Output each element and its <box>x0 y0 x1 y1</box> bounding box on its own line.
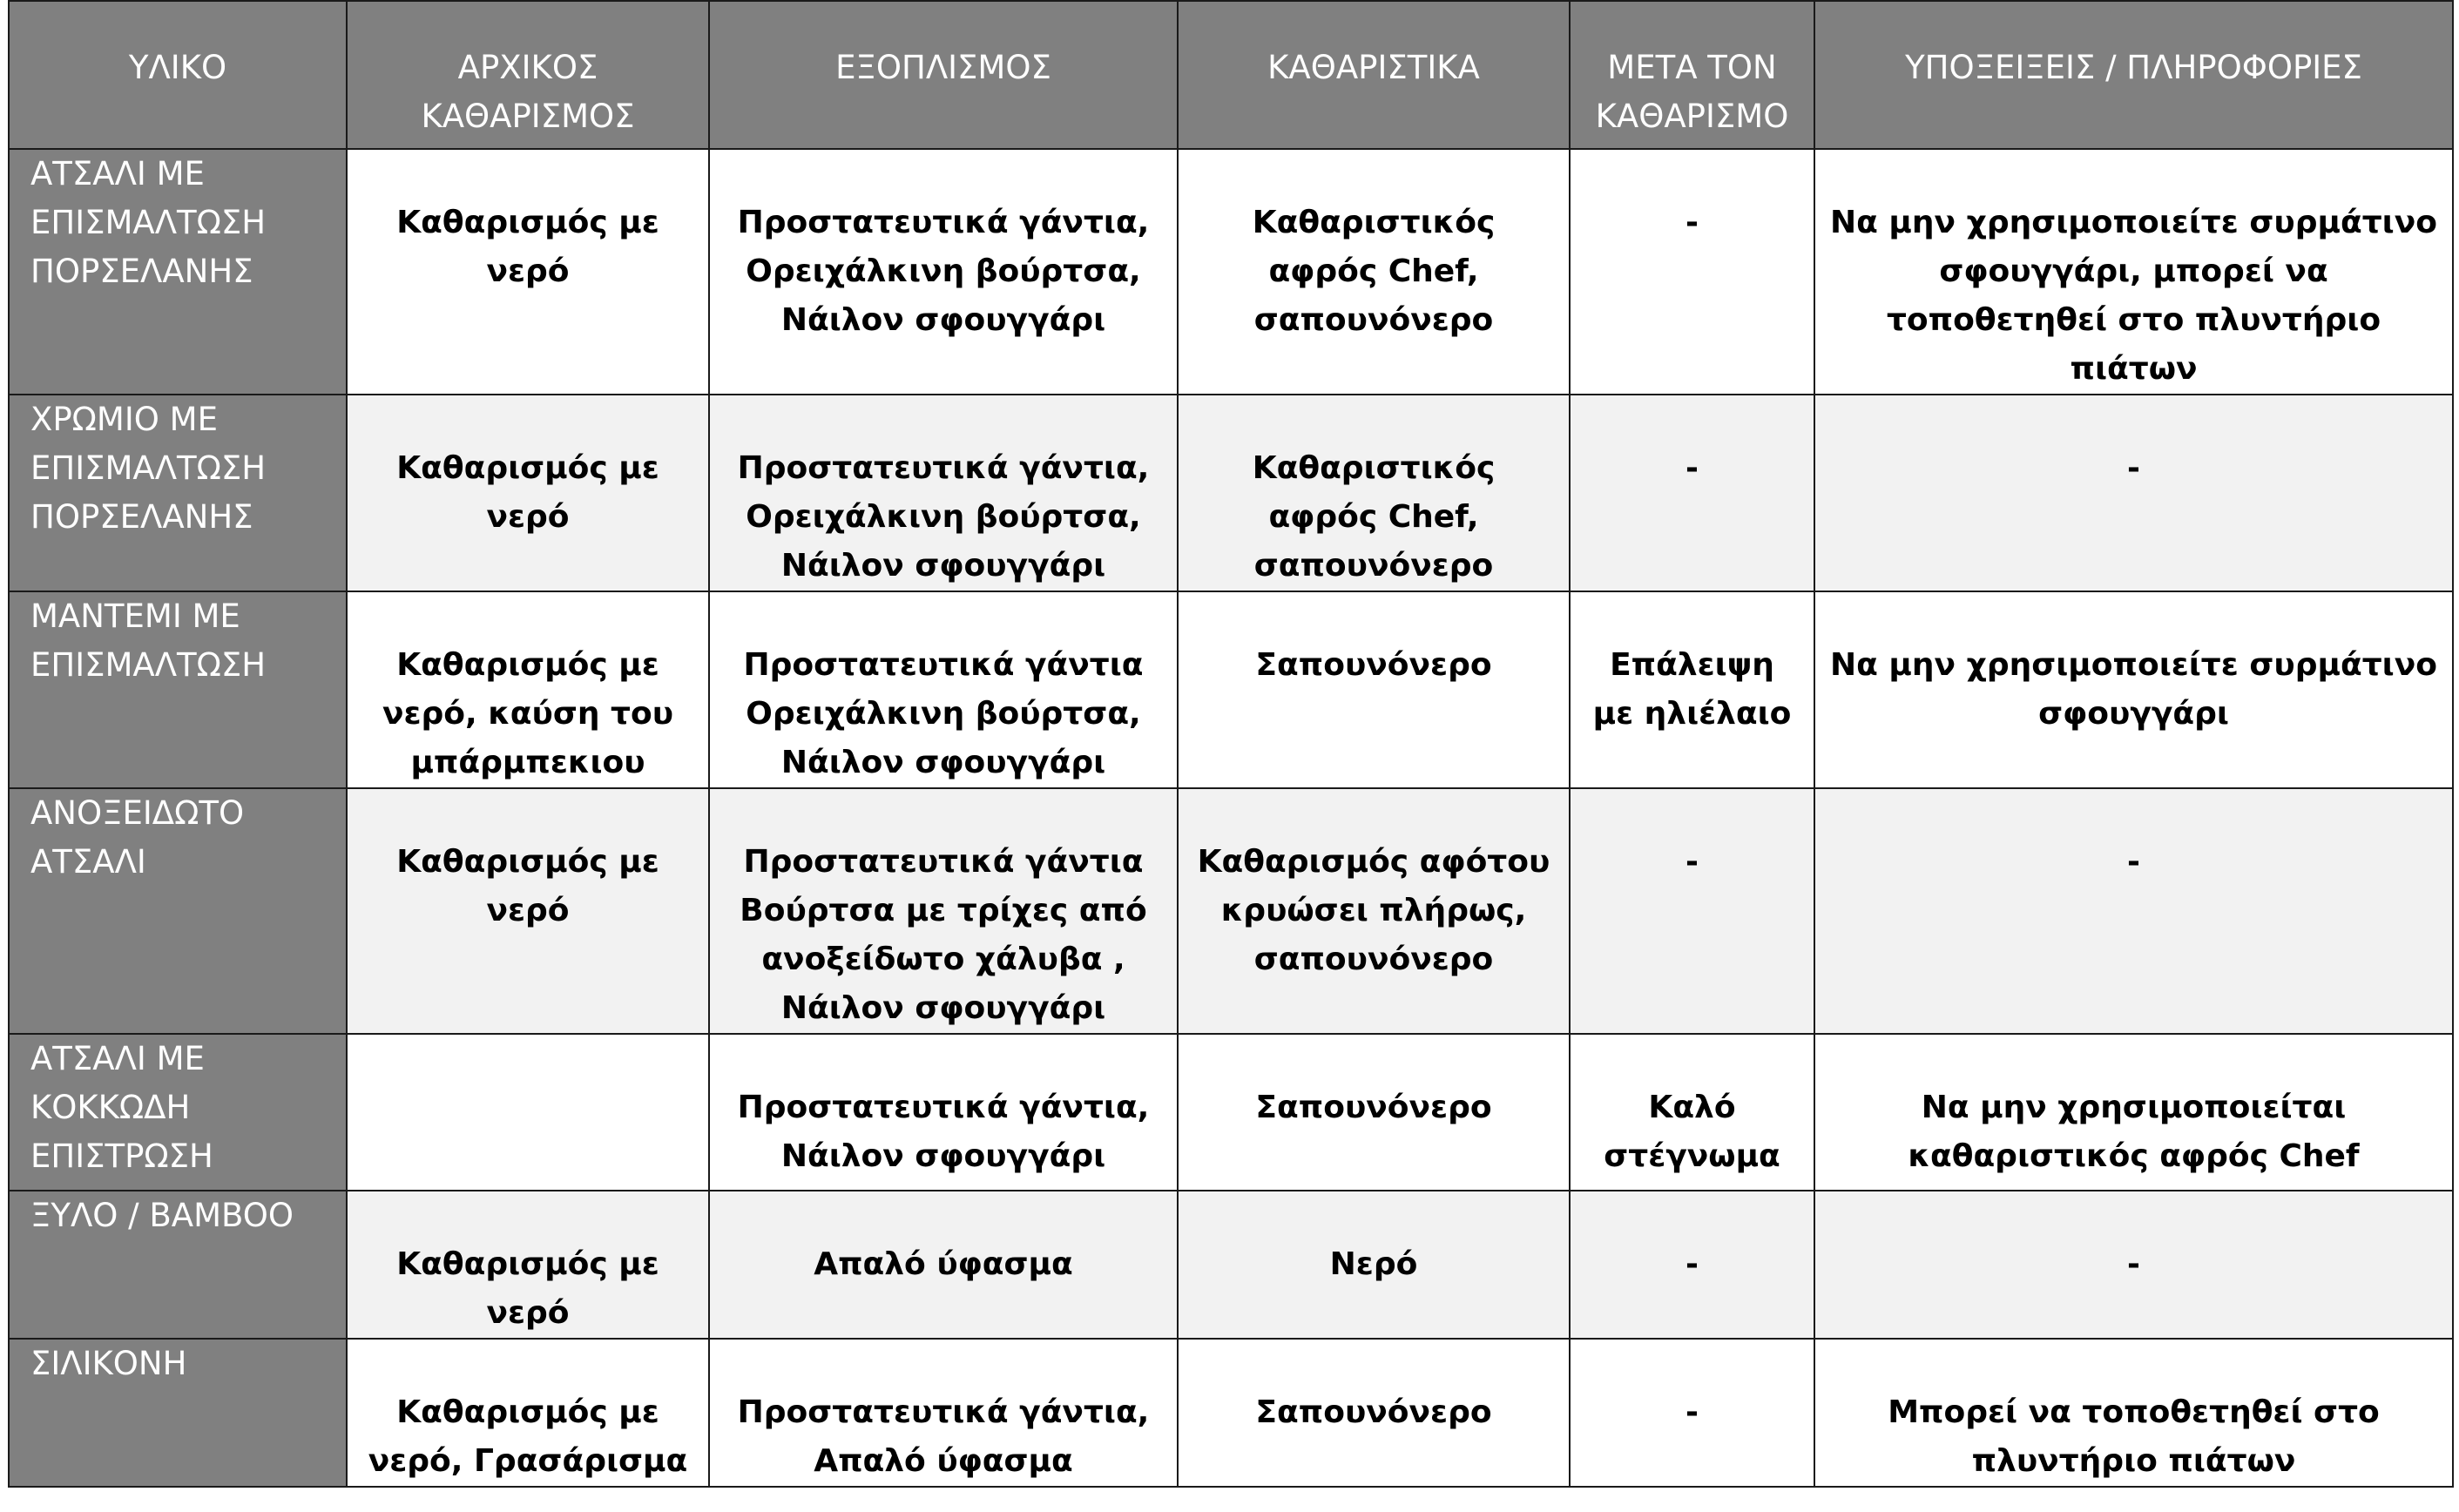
header-initial-cleaning: ΑΡΧΙΚΟΣ ΚΑΘΑΡΙΣΜΟΣ <box>347 1 709 149</box>
row-notes: - <box>1814 788 2453 1034</box>
header-material: ΥΛΙΚΟ <box>9 1 347 149</box>
table-row <box>9 788 2453 1034</box>
row-material: ΞΥΛΟ / BAMBOO <box>9 1191 347 1339</box>
row-cleaners: Καθαριστικός αφρός Chef, σαπουνόνερο <box>1178 395 1570 591</box>
row-notes: - <box>1814 395 2453 591</box>
table-row <box>9 1339 2453 1487</box>
row-material: ΜΑΝΤΕΜΙ ΜΕ ΕΠΙΣΜΑΛΤΩΣΗ <box>9 591 347 788</box>
row-cleaners: Νερό <box>1178 1191 1570 1339</box>
table-header <box>9 1 2453 149</box>
table-row <box>9 591 2453 788</box>
row-material: ΣΙΛΙΚΟΝΗ <box>9 1339 347 1487</box>
row-cleaners: Σαπουνόνερο <box>1178 591 1570 788</box>
row-notes: Να μην χρησιμοποιείται καθαριστικός αφρός Chef <box>1814 1034 2453 1191</box>
row-notes: - <box>1814 1191 2453 1339</box>
row-material: ΑΤΣΑΛΙ ΜΕ ΕΠΙΣΜΑΛΤΩΣΗ ΠΟΡΣΕΛΑΝΗΣ <box>9 149 347 395</box>
table-body <box>9 149 2453 1487</box>
row-after-cleaning: Επάλειψη με ηλιέλαιο <box>1570 591 1814 788</box>
row-initial-cleaning: Καθαρισμός με νερό <box>347 1191 709 1339</box>
row-initial-cleaning: Καθαρισμός με νερό, καύση του μπάρμπεκιου <box>347 591 709 788</box>
table-row <box>9 395 2453 591</box>
row-cleaners: Καθαριστικός αφρός Chef, σαπουνόνερο <box>1178 149 1570 395</box>
row-initial-cleaning: Καθαρισμός με νερό <box>347 149 709 395</box>
row-initial-cleaning: Καθαρισμός με νερό <box>347 395 709 591</box>
row-equipment: Προστατευτικά γάντια, Νάιλον σφουγγάρι <box>709 1034 1178 1191</box>
table-row <box>9 1191 2453 1339</box>
row-initial-cleaning <box>347 1034 709 1191</box>
row-material: ΧΡΩΜΙΟ ΜΕ ΕΠΙΣΜΑΛΤΩΣΗ ΠΟΡΣΕΛΑΝΗΣ <box>9 395 347 591</box>
row-cleaners: Καθαρισμός αφότου κρυώσει πλήρως, σαπουνόνερο <box>1178 788 1570 1034</box>
row-equipment: Προστατευτικά γάντια Βούρτσα με τρίχες από ανοξείδωτο χάλυβα , Νάιλον σφουγγάρι <box>709 788 1178 1034</box>
row-notes: Μπορεί να τοποθετηθεί στο πλυντήριο πιάτων <box>1814 1339 2453 1487</box>
row-cleaners: Σαπουνόνερο <box>1178 1339 1570 1487</box>
row-notes: Να μην χρησιμοποιείτε συρμάτινο σφουγγάρι <box>1814 591 2453 788</box>
row-equipment: Προστατευτικά γάντια, Ορειχάλκινη βούρτσα, Νάιλον σφουγγάρι <box>709 395 1178 591</box>
row-cleaners: Σαπουνόνερο <box>1178 1034 1570 1191</box>
row-after-cleaning: - <box>1570 395 1814 591</box>
row-after-cleaning: Καλό στέγνωμα <box>1570 1034 1814 1191</box>
table-row <box>9 1034 2453 1191</box>
header-notes: ΥΠΟΞΕΙΞΕΙΣ / ΠΛΗΡΟΦΟΡΙΕΣ <box>1814 1 2453 149</box>
cleaning-guide-table-wrapper <box>8 0 2452 1488</box>
header-equipment: ΕΞΟΠΛΙΣΜΟΣ <box>709 1 1178 149</box>
row-equipment: Προστατευτικά γάντια, Ορειχάλκινη βούρτσα, Νάιλον σφουγγάρι <box>709 149 1178 395</box>
row-equipment: Απαλό ύφασμα <box>709 1191 1178 1339</box>
row-notes: Να μην χρησιμοποιείτε συρμάτινο σφουγγάρι, μπορεί να τοποθετηθεί στο πλυντήριο πιάτων <box>1814 149 2453 395</box>
row-after-cleaning: - <box>1570 1339 1814 1487</box>
row-equipment: Προστατευτικά γάντια, Απαλό ύφασμα <box>709 1339 1178 1487</box>
header-cleaners: ΚΑΘΑΡΙΣΤΙΚΑ <box>1178 1 1570 149</box>
row-initial-cleaning: Καθαρισμός με νερό <box>347 788 709 1034</box>
row-material: ΑΤΣΑΛΙ ΜΕ ΚΟΚΚΩΔΗ ΕΠΙΣΤΡΩΣΗ <box>9 1034 347 1191</box>
header-row <box>9 1 2453 149</box>
row-after-cleaning: - <box>1570 149 1814 395</box>
row-equipment: Προστατευτικά γάντια Ορειχάλκινη βούρτσα, Νάιλον σφουγγάρι <box>709 591 1178 788</box>
header-after-cleaning: ΜΕΤΑ ΤΟΝ ΚΑΘΑΡΙΣΜΟ <box>1570 1 1814 149</box>
row-initial-cleaning: Καθαρισμός με νερό, Γρασάρισμα <box>347 1339 709 1487</box>
table-row <box>9 149 2453 395</box>
row-after-cleaning: - <box>1570 1191 1814 1339</box>
row-material: ΑΝΟΞΕΙΔΩΤΟ ΑΤΣΑΛΙ <box>9 788 347 1034</box>
row-after-cleaning: - <box>1570 788 1814 1034</box>
cleaning-guide-table <box>8 0 2454 1488</box>
